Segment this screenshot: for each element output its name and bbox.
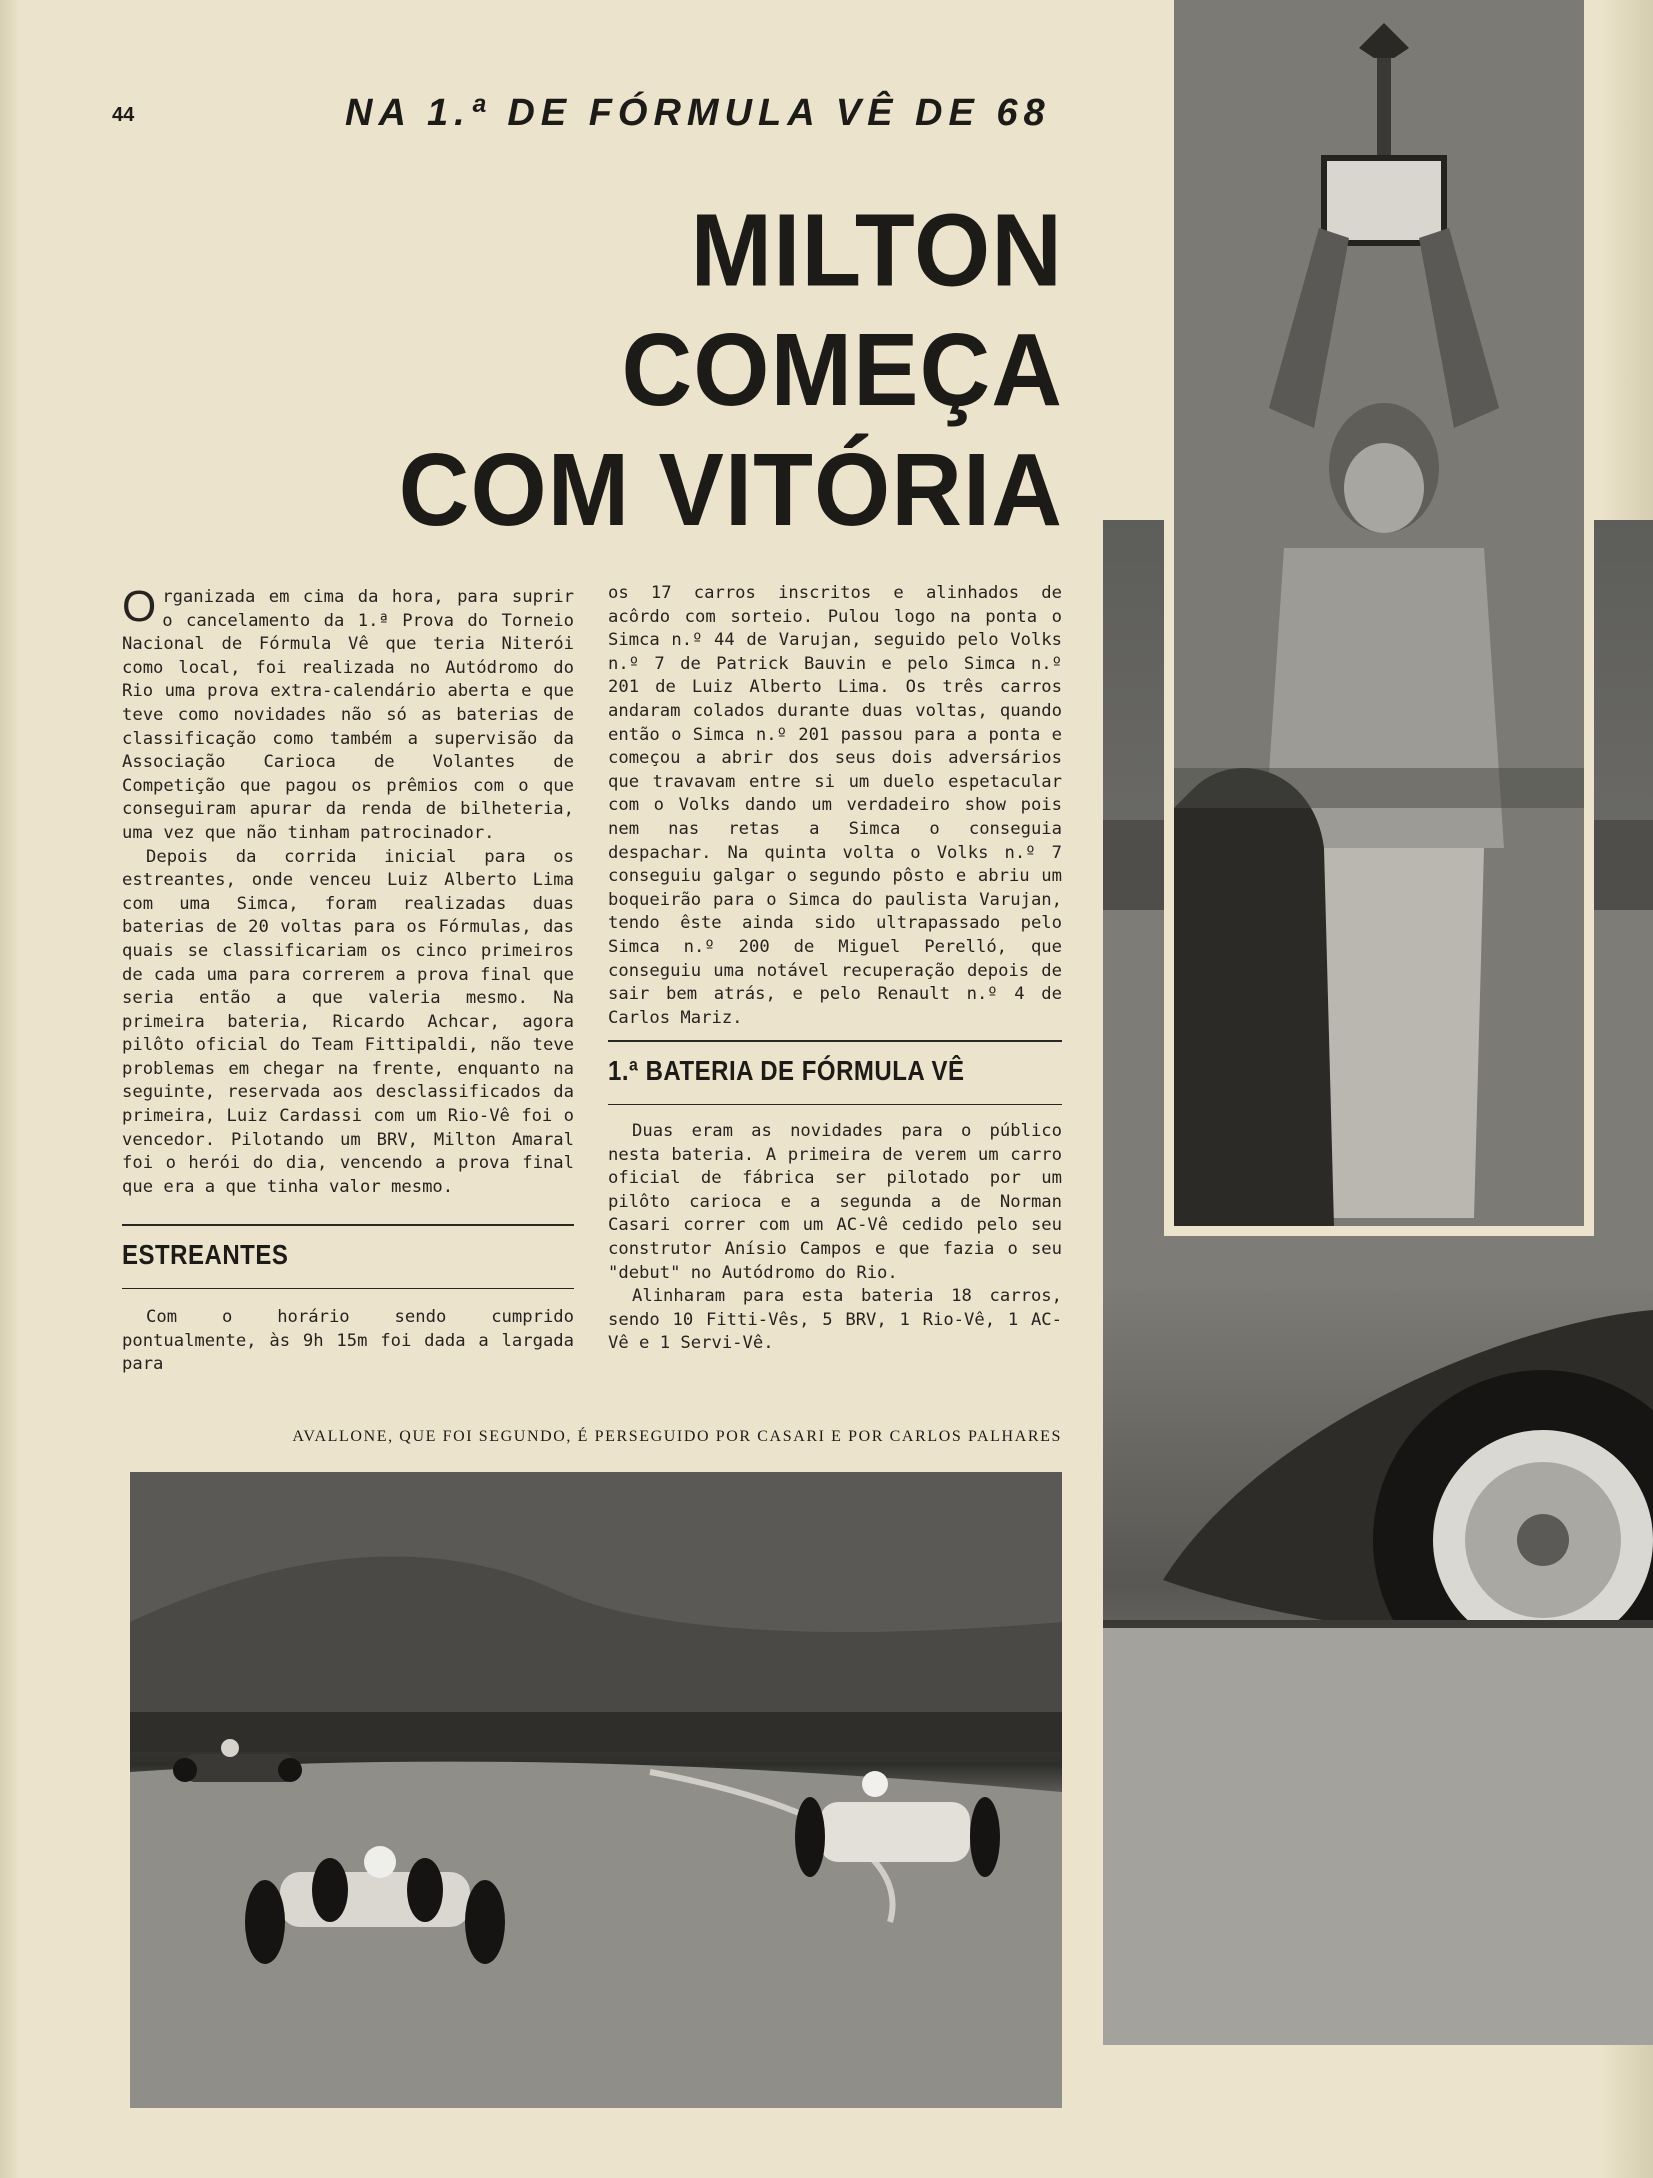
article-column-right-bottom bbox=[608, 1120, 1062, 1356]
paragraph-2: Depois da corrida inicial para os estreantes, onde venceu Luiz Alberto Lima com uma Simca, foram realizadas duas baterias de 20 voltas para os Fórmulas, das quais se classificariam os cinco primeiros de cada uma para correrem a prova final que seria então a que valeria mesmo. Na primeira bateria, Ricardo Achcar, agora pilôto oficial do Team Fittipaldi, não teve problemas em chegar na frente, enquanto na seguinte, reservada aos desclassificados da primeira, Luiz Cardassi com um Rio-Vê foi o vencedor. Pilotando um BRV, Milton Amaral foi o herói do dia, vencendo a prova final que era a que tinha valor mesmo. bbox=[122, 846, 574, 1197]
headline bbox=[303, 190, 1063, 549]
driver-figure bbox=[1174, 0, 1584, 1226]
paragraph-3: Com o horário sendo cumprido pontualmente, às 9h 15m foi dada a largada para bbox=[122, 1307, 574, 1375]
paragraph-intro bbox=[122, 582, 574, 846]
dropcap: O bbox=[122, 582, 157, 631]
headline-line-3: COM VITÓRIA bbox=[398, 431, 1063, 547]
headline-line-1: MILTON bbox=[690, 192, 1063, 308]
kicker-title: NA 1.ª DE FÓRMULA VÊ DE 68 bbox=[345, 92, 1051, 134]
headline-line-2: COMEÇA bbox=[621, 311, 1063, 428]
paragraph-intro-text: rganizada em cima da hora, para suprir o cancelamento da 1.ª Prova do Torneio Nacional de Fórmula Vê que teria Niterói como local, foi realizada no Autódromo do Rio uma prova extra-calendário aberta e que teve como novidades não só as baterias de classificação como também a supervisão da Associação Carioca de Volantes de Competição que pagou os prêmios com o que conseguiram apurar da renda de bilheteria, uma vez que não tinham patrocinador. bbox=[122, 587, 574, 843]
subhead-bateria: 1.ª BATERIA DE FÓRMULA VÊ bbox=[608, 1056, 965, 1088]
paragraph-6: Alinharam para esta bateria 18 carros, sendo 10 Fitti-Vês, 5 BRV, 1 Rio-Vê, 1 AC-Vê e 1 Servi-Vê. bbox=[608, 1286, 1062, 1354]
article-column-right bbox=[608, 582, 1062, 1030]
photo-race-action bbox=[130, 1472, 1062, 2108]
divider bbox=[608, 1040, 1062, 1042]
divider bbox=[122, 1288, 574, 1289]
paragraph-5: Duas eram as novidades para o público nesta bateria. A primeira de verem um carro oficial de fábrica ser pilotado por um pilôto carioca e a segunda a de Norman Casari correr com um AC-Vê cedido pelo seu construtor Anísio Campos e que fazia o seu "debut" no Autódromo do Rio. bbox=[608, 1121, 1062, 1283]
page-number: 44 bbox=[112, 104, 135, 126]
photo-frame bbox=[1164, 0, 1594, 1236]
subhead-estreantes: ESTREANTES bbox=[122, 1240, 289, 1272]
divider bbox=[608, 1104, 1062, 1105]
race-scene-illustration bbox=[130, 1472, 1062, 2108]
divider bbox=[122, 1224, 574, 1226]
article-column-left bbox=[122, 582, 574, 1199]
photo-caption: AVALLONE, QUE FOI SEGUNDO, É PERSEGUIDO POR CASARI E POR CARLOS PALHARES bbox=[292, 1428, 1062, 1445]
paragraph-4: os 17 carros inscritos e alinhados de acôrdo com sorteio. Pulou logo na ponta o Simca n.º 44 de Varujan, seguido pelo Volks n.º 7 de Patrick Bauvin e pelo Simca n.º 201 de Luiz Alberto Lima. Os três carros andaram colados durante duas voltas, quando então o Simca n.º 201 passou para a ponta e começou a abrir dos seus dois adversários que travavam entre si um duelo espetacular com o Volks dando um verdadeiro show pois nem nas retas a Simca o conseguia despachar. Na quinta volta o Volks n.º 7 conseguiu galgar o segundo pôsto e abriu um boqueirão para o Simca do paulista Varujan, tendo êste ainda sido ultrapassado pelo Simca n.º 200 de Miguel Perelló, que conseguiu uma notável recuperação depois de sair bem atrás, e pelo Renault n.º 4 de Carlos Mariz. bbox=[608, 583, 1062, 1028]
article-column-left-bottom bbox=[122, 1306, 574, 1377]
